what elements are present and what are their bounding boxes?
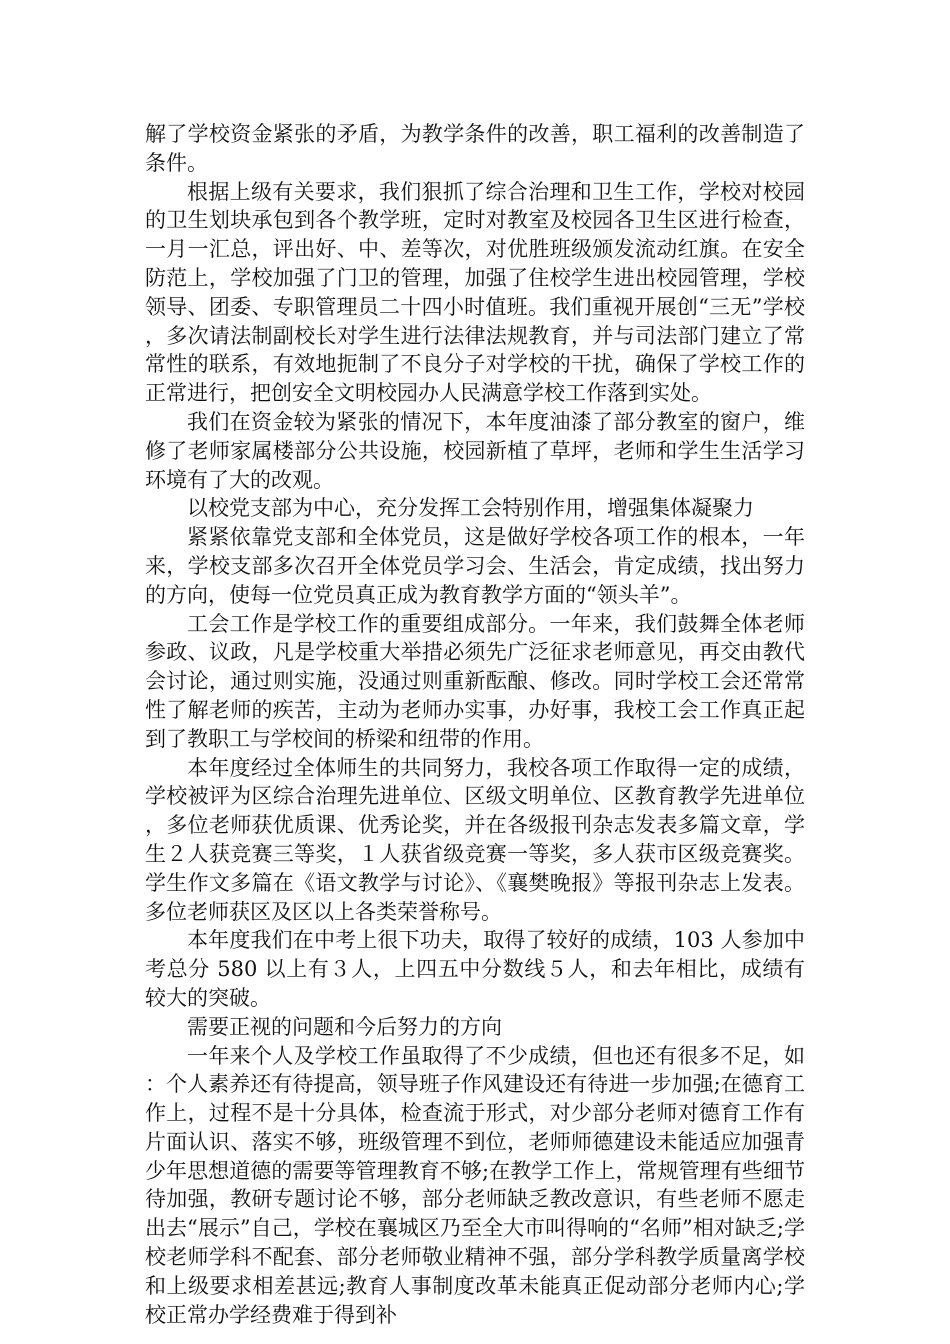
paragraph-exam-results: 本年度我们在中考上很下功夫，取得了较好的成绩，103 人参加中考总分 580 以上有３人，上四五中分数线５人，和去年相比，成绩有较大的突破。 bbox=[145, 928, 805, 1010]
section-heading-party-branch: 以校党支部为中心，充分发挥工会特别作用，增强集体凝聚力 bbox=[187, 496, 754, 521]
document-page bbox=[145, 120, 805, 1329]
paragraph-union-work: 工会工作是学校工作的重要组成部分。一年来，我们鼓舞全体老师参政、议政，凡是学校重大举措必须先广泛征求老师意见，再交由教代会讨论，通过则实施，没通过则重新酝酿、修改。同时学校工会还常常性了解老师的疾苦，主动为老师办实事，办好事，我校工会工作真正起到了教职工与学校间的桥梁和纽带的作用。 bbox=[145, 611, 805, 751]
section-heading-problems: 需要正视的问题和今后努力的方向 bbox=[187, 1014, 502, 1039]
paragraph-continuation: 解了学校资金紧张的矛盾，为教学条件的改善，职工福利的改善制造了条件。 bbox=[145, 122, 805, 175]
paragraph-facilities: 我们在资金较为紧张的情况下，本年度油漆了部分教室的窗户，维修了老师家属楼部分公共设施，校园新植了草坪，老师和学生生活学习环境有了大的改观。 bbox=[145, 409, 805, 492]
paragraph-hygiene-safety: 根据上级有关要求，我们狠抓了综合治理和卫生工作，学校对校园的卫生划块承包到各个教学班，定时对教室及校园各卫生区进行检查，一月一汇总，评出好、中、差等次，对优胜班级颁发流动红旗。在安全防范上，学校加强了门卫的管理，加强了住校学生进出校园管理，学校领导、团委、专职管理员二十四小时值班。我们重视开展创“三无”学校，多次请法制副校长对学生进行法律法规教育，并与司法部门建立了常常性的联系，有效地扼制了不良分子对学校的干扰，确保了学校工作的正常进行，把创安全文明校园办人民满意学校工作落到实处。 bbox=[145, 179, 805, 406]
paragraph-party-members: 紧紧依靠党支部和全体党员，这是做好学校各项工作的根本，一年来，学校支部多次召开全体党员学习会、生活会，肯定成绩，找出努力的方向，使每一位党员真正成为教育教学方面的“领头羊”。 bbox=[145, 525, 805, 607]
paragraph-shortcomings: 一年来个人及学校工作虽取得了不少成绩，但也还有很多不足，如：个人素养还有待提高，领导班子作风建设还有待进一步加强;在德育工作上，过程不是十分具体，检查流于形式，对少部分老师对德育工作有片面认识、落实不够，班级管理不到位，老师师德建设未能适应加强青少年思想道德的需要等管理教育不够;在教学工作上，常规管理有些细节待加强，教研专题讨论不够，部分老师缺乏教改意识，有些老师不愿走出去“展示”自己，学校在襄城区乃至全大市叫得响的“名师”相对缺乏;学校老师学科不配套、部分老师敬业精神不强，部分学科教学质量离学校和上级要求相差甚远;教育人事制度改革未能真正促动部分老师内心;学校正常办学经费难于得到补 bbox=[145, 1043, 805, 1327]
paragraph-achievements: 本年度经过全体师生的共同努力，我校各项工作取得一定的成绩，学校被评为区综合治理先进单位、区级文明单位、区教育教学先进单位，多位老师获优质课、优秀论奖，并在各级报刊杂志发表多篇文章，学生２人获竞赛三等奖，１人获省级竞赛一等奖，多人获市区级竞赛奖。学生作文多篇在《语文教学与讨论》、《襄樊晚报》等报刊杂志上发表。多位老师获区及区以上各类荣誉称号。 bbox=[145, 755, 805, 924]
